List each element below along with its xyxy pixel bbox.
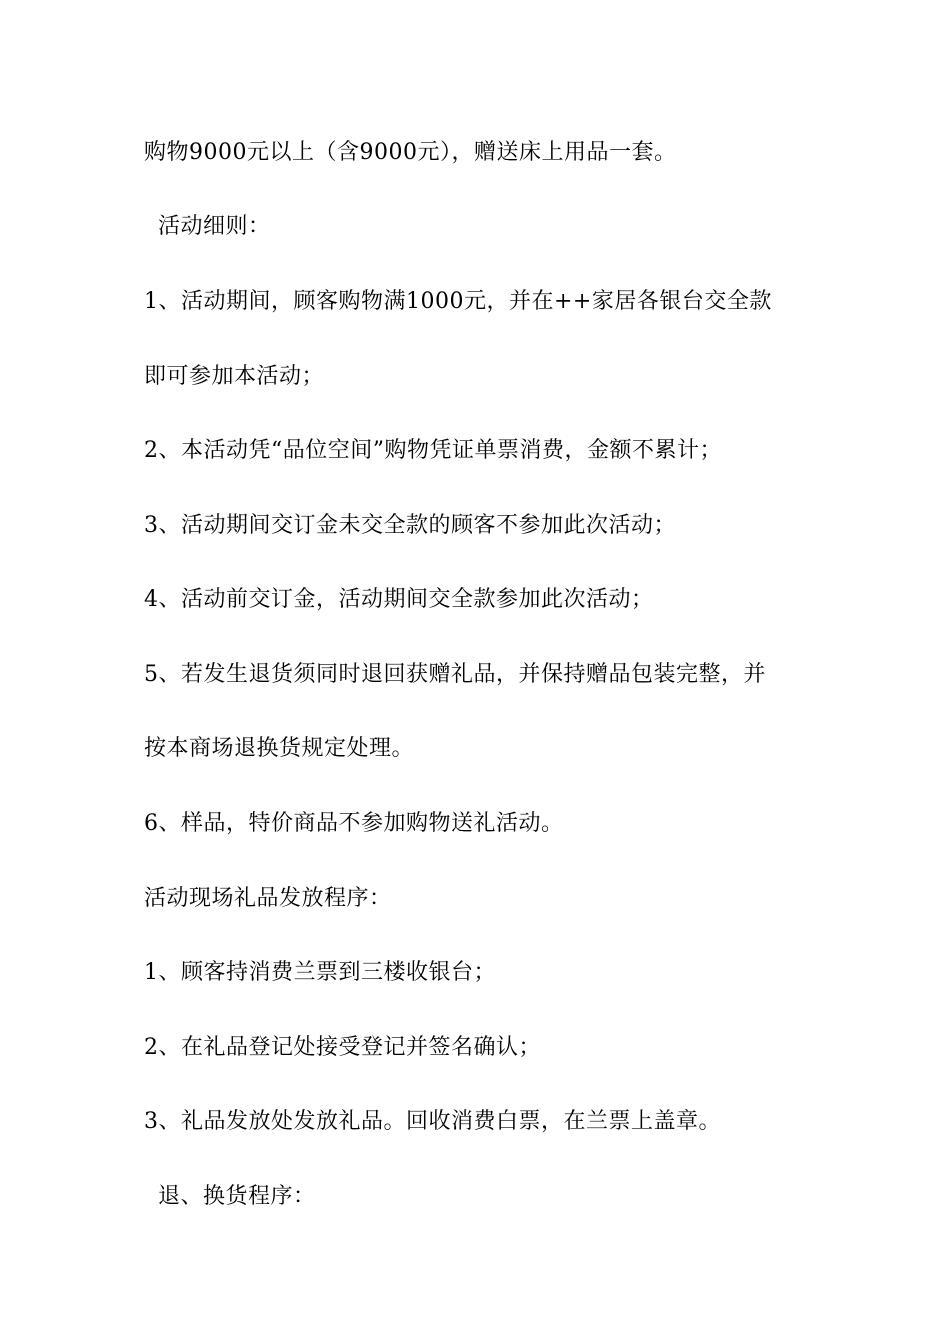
rule-4: 4、活动前交订金，活动期间交全款参加此次活动； — [144, 587, 654, 612]
heading-gift-distribution: 活动现场礼品发放程序： — [144, 886, 392, 911]
heading-return-exchange: 退、换货程序： — [158, 1184, 316, 1209]
rule-6: 6、样品，特价商品不参加购物送礼活动。 — [144, 811, 564, 836]
distribution-step-1: 1、顾客持消费兰票到三楼收银台； — [144, 960, 496, 985]
paragraph-gift-threshold: 购物9000元以上（含9000元），赠送床上用品一套。 — [144, 140, 677, 165]
rule-3: 3、活动期间交订金未交全款的顾客不参加此次活动； — [144, 513, 676, 538]
rule-5-line-2: 按本商场退换货规定处理。 — [144, 736, 415, 761]
rule-1-line-1: 1、活动期间，顾客购物满1000元，并在++家居各银台交全款 — [144, 289, 772, 314]
heading-activity-rules: 活动细则： — [158, 214, 271, 239]
rule-2: 2、本活动凭“品位空间”购物凭证单票消费，金额不累计； — [144, 438, 722, 463]
rule-1-line-2: 即可参加本活动； — [144, 364, 325, 389]
rule-5-line-1: 5、若发生退货须同时退回获赠礼品，并保持赠品包装完整，并 — [144, 662, 766, 687]
distribution-step-3: 3、礼品发放处发放礼品。回收消费白票，在兰票上盖章。 — [144, 1109, 721, 1134]
distribution-step-2: 2、在礼品登记处接受登记并签名确认； — [144, 1035, 541, 1060]
